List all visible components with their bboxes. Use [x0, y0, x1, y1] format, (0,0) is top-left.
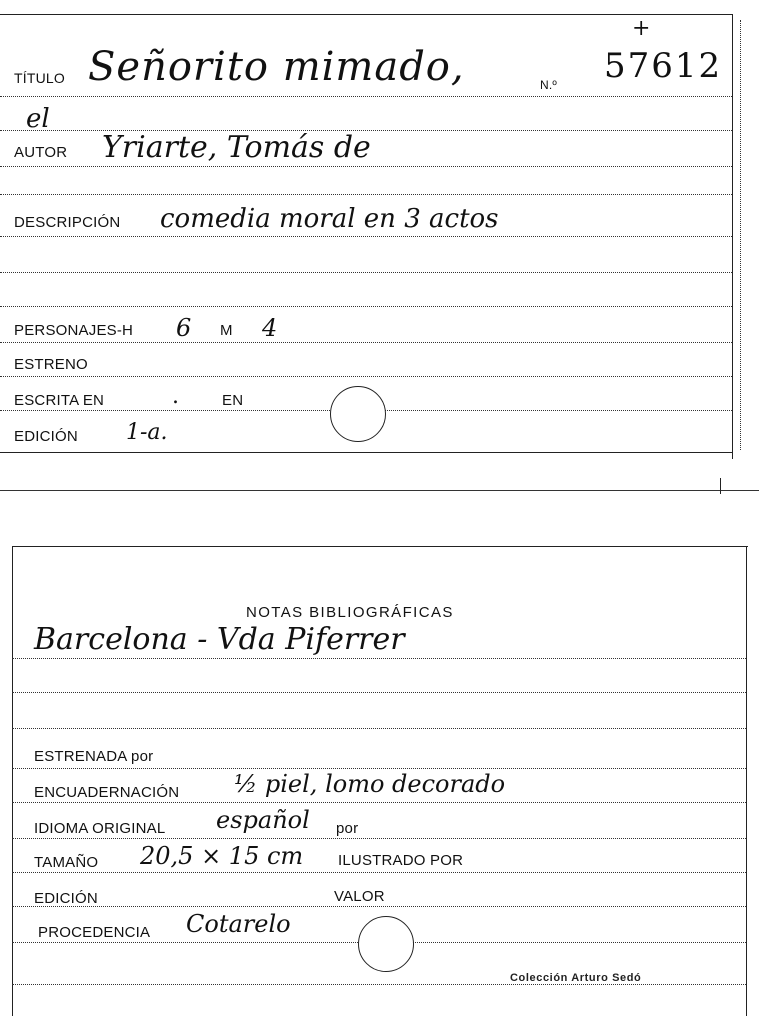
rule-notas-2 [12, 692, 746, 693]
rule-encuadernacion [12, 802, 746, 803]
collection-stamp: Colección Arturo Sedó [510, 972, 642, 984]
label-autor: AUTOR [14, 144, 68, 161]
label-descripcion: DESCRIPCIÓN [14, 214, 121, 231]
card-back-top-edge [12, 546, 748, 547]
card-cut-tick [720, 478, 721, 494]
card-right-edge [732, 14, 733, 459]
catalog-card-back [0, 500, 759, 1028]
label-escrita-en: ESCRITA EN [14, 392, 105, 409]
card-back-left-edge [12, 546, 13, 1016]
rule-personajes [0, 342, 732, 343]
punch-hole-front [330, 386, 386, 442]
numero-plus-mark: + [632, 16, 651, 41]
value-procedencia: Cotarelo [186, 910, 291, 938]
rule-autor [0, 166, 732, 167]
value-personajes-h: 6 [176, 314, 192, 342]
rule-estrenada [12, 768, 746, 769]
card-right-edge-margin [740, 20, 741, 450]
card-back-right-edge [746, 546, 747, 1016]
rule-bottom [12, 984, 746, 985]
heading-notas-bibliograficas: NOTAS BIBLIOGRÁFICAS [246, 604, 454, 621]
value-encuadernacion: ½ piel, lomo decorado [234, 770, 506, 798]
value-descripcion: comedia moral en 3 actos [160, 204, 499, 234]
value-escrita-en-dot: . [172, 384, 179, 409]
value-notas: Barcelona - Vda Piferrer [34, 622, 405, 657]
rule-titulo [0, 96, 732, 97]
rule-edicion-back [12, 906, 746, 907]
rule-notas-3 [12, 728, 746, 729]
label-estrenada-por: ESTRENADA por [34, 748, 154, 765]
card-bottom-edge [0, 452, 732, 453]
rule-idioma [12, 838, 746, 839]
punch-hole-back [358, 916, 414, 972]
value-edicion: 1-a. [126, 420, 168, 445]
value-numero: 57612 [604, 46, 723, 86]
rule-descripcion-3 [0, 306, 732, 307]
rule-tamano [12, 872, 746, 873]
label-ilustrado-por: ILUSTRADO POR [338, 852, 464, 869]
label-escrita-en-2: EN [222, 392, 244, 409]
label-encuadernacion: ENCUADERNACIÓN [34, 784, 180, 801]
value-idioma-original: español [216, 806, 310, 834]
value-personajes-m: 4 [262, 314, 278, 342]
rule-descripcion-2 [0, 272, 732, 273]
card-top-edge [0, 14, 732, 15]
value-tamano: 20,5 × 15 cm [140, 842, 304, 870]
label-idioma-por: por [336, 820, 359, 837]
label-personajes-m: M [220, 322, 233, 339]
card-cut-line [0, 490, 759, 491]
value-titulo-article: el [26, 104, 50, 134]
label-tamano: TAMAÑO [34, 854, 99, 871]
label-numero: N.º [540, 78, 557, 92]
label-idioma-original: IDIOMA ORIGINAL [34, 820, 166, 837]
rule-autor-2 [0, 194, 732, 195]
value-titulo: Señorito mimado, [88, 44, 465, 90]
rule-estreno [0, 376, 732, 377]
rule-notas-1 [12, 658, 746, 659]
value-autor: Yriarte, Tomás de [102, 130, 371, 165]
label-edicion-back: EDICIÓN [34, 890, 98, 907]
label-estreno: ESTRENO [14, 356, 88, 373]
catalog-card-front [0, 0, 759, 495]
label-titulo: TÍTULO [14, 70, 65, 86]
label-procedencia: PROCEDENCIA [38, 924, 151, 941]
label-valor: VALOR [334, 888, 385, 905]
label-edicion: EDICIÓN [14, 428, 78, 445]
label-personajes-h: PERSONAJES-H [14, 322, 134, 339]
rule-descripcion [0, 236, 732, 237]
